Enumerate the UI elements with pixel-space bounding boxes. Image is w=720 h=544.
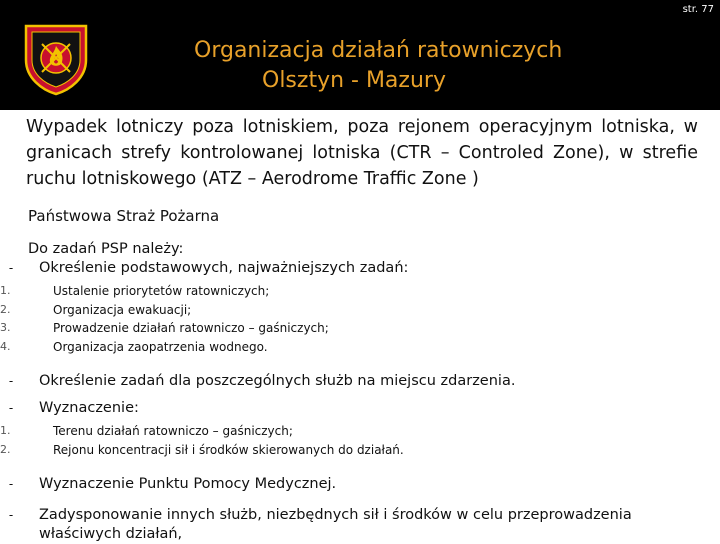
list-item-text: Terenu działań ratowniczo – gaśniczych; — [53, 424, 293, 438]
duty-item-1 — [8, 259, 698, 278]
dash-bullet: - — [8, 261, 14, 275]
duties-heading — [26, 240, 698, 259]
list-number: 1. — [0, 284, 11, 297]
list-number: 2. — [0, 442, 11, 456]
title-line-2: Olsztyn - Mazury — [262, 68, 446, 93]
list-item — [0, 301, 698, 320]
dash-bullet: - — [8, 401, 14, 415]
slide-title — [0, 36, 720, 96]
dash-bullet: - — [8, 374, 14, 388]
duty-item-2 — [8, 372, 698, 391]
list-item — [0, 319, 698, 338]
psp-heading — [26, 206, 698, 228]
duty-item-3 — [8, 399, 698, 418]
list-item — [0, 338, 698, 357]
list-item — [0, 441, 698, 460]
list-number: 4. — [0, 339, 11, 353]
list-item — [0, 422, 698, 441]
psp-heading-text: Państwowa Straż Pożarna — [28, 207, 220, 225]
list-number: 2. — [0, 302, 11, 316]
list-item-text: Prowadzenie działań ratowniczo – gaśniczych; — [53, 321, 329, 335]
slide-header — [0, 0, 720, 110]
list-item-text: Organizacja ewakuacji; — [53, 302, 192, 317]
slide-content — [0, 114, 698, 544]
duty-text: Zadysponowanie innych służb, niezbędnych sił i środków w celu przeprowadzenia właściwych działań, — [39, 507, 632, 542]
dash-bullet: - — [8, 477, 14, 491]
priority-list — [0, 282, 698, 356]
duty-item-5 — [8, 506, 698, 544]
intro-paragraph: Wypadek lotniczy poza lotniskiem, poza rejonem operacyjnym lotniska, w granicach strefy kontrolowanej lotniska (CTR – Controled Zone), w strefie ruchu lotniskowego (ATZ – Aerodrome Traffic Zone ) — [26, 117, 698, 189]
list-number: 3. — [0, 321, 11, 334]
list-item — [0, 282, 698, 301]
designation-list — [0, 422, 698, 459]
page-number: str. 77 — [682, 4, 714, 15]
duty-text: Wyznaczenie: — [39, 400, 139, 416]
dash-bullet: - — [8, 508, 14, 522]
list-item-text: Rejonu koncentracji sił i środków skierowanych do działań. — [53, 442, 404, 457]
title-line-1: Organizacja działań ratowniczych — [194, 38, 563, 63]
duty-item-4 — [8, 475, 698, 494]
duty-text: Wyznaczenie Punktu Pomocy Medycznej. — [39, 476, 337, 492]
duty-text: Określenie podstawowych, najważniejszych zadań: — [39, 260, 409, 276]
list-number: 1. — [0, 424, 11, 437]
duty-text: Określenie zadań dla poszczególnych służb na miejscu zdarzenia. — [39, 373, 516, 389]
list-item-text: Ustalenie priorytetów ratowniczych; — [53, 284, 270, 298]
duties-heading-text: Do zadań PSP należy: — [28, 241, 184, 257]
list-item-text: Organizacja zaopatrzenia wodnego. — [53, 339, 268, 354]
